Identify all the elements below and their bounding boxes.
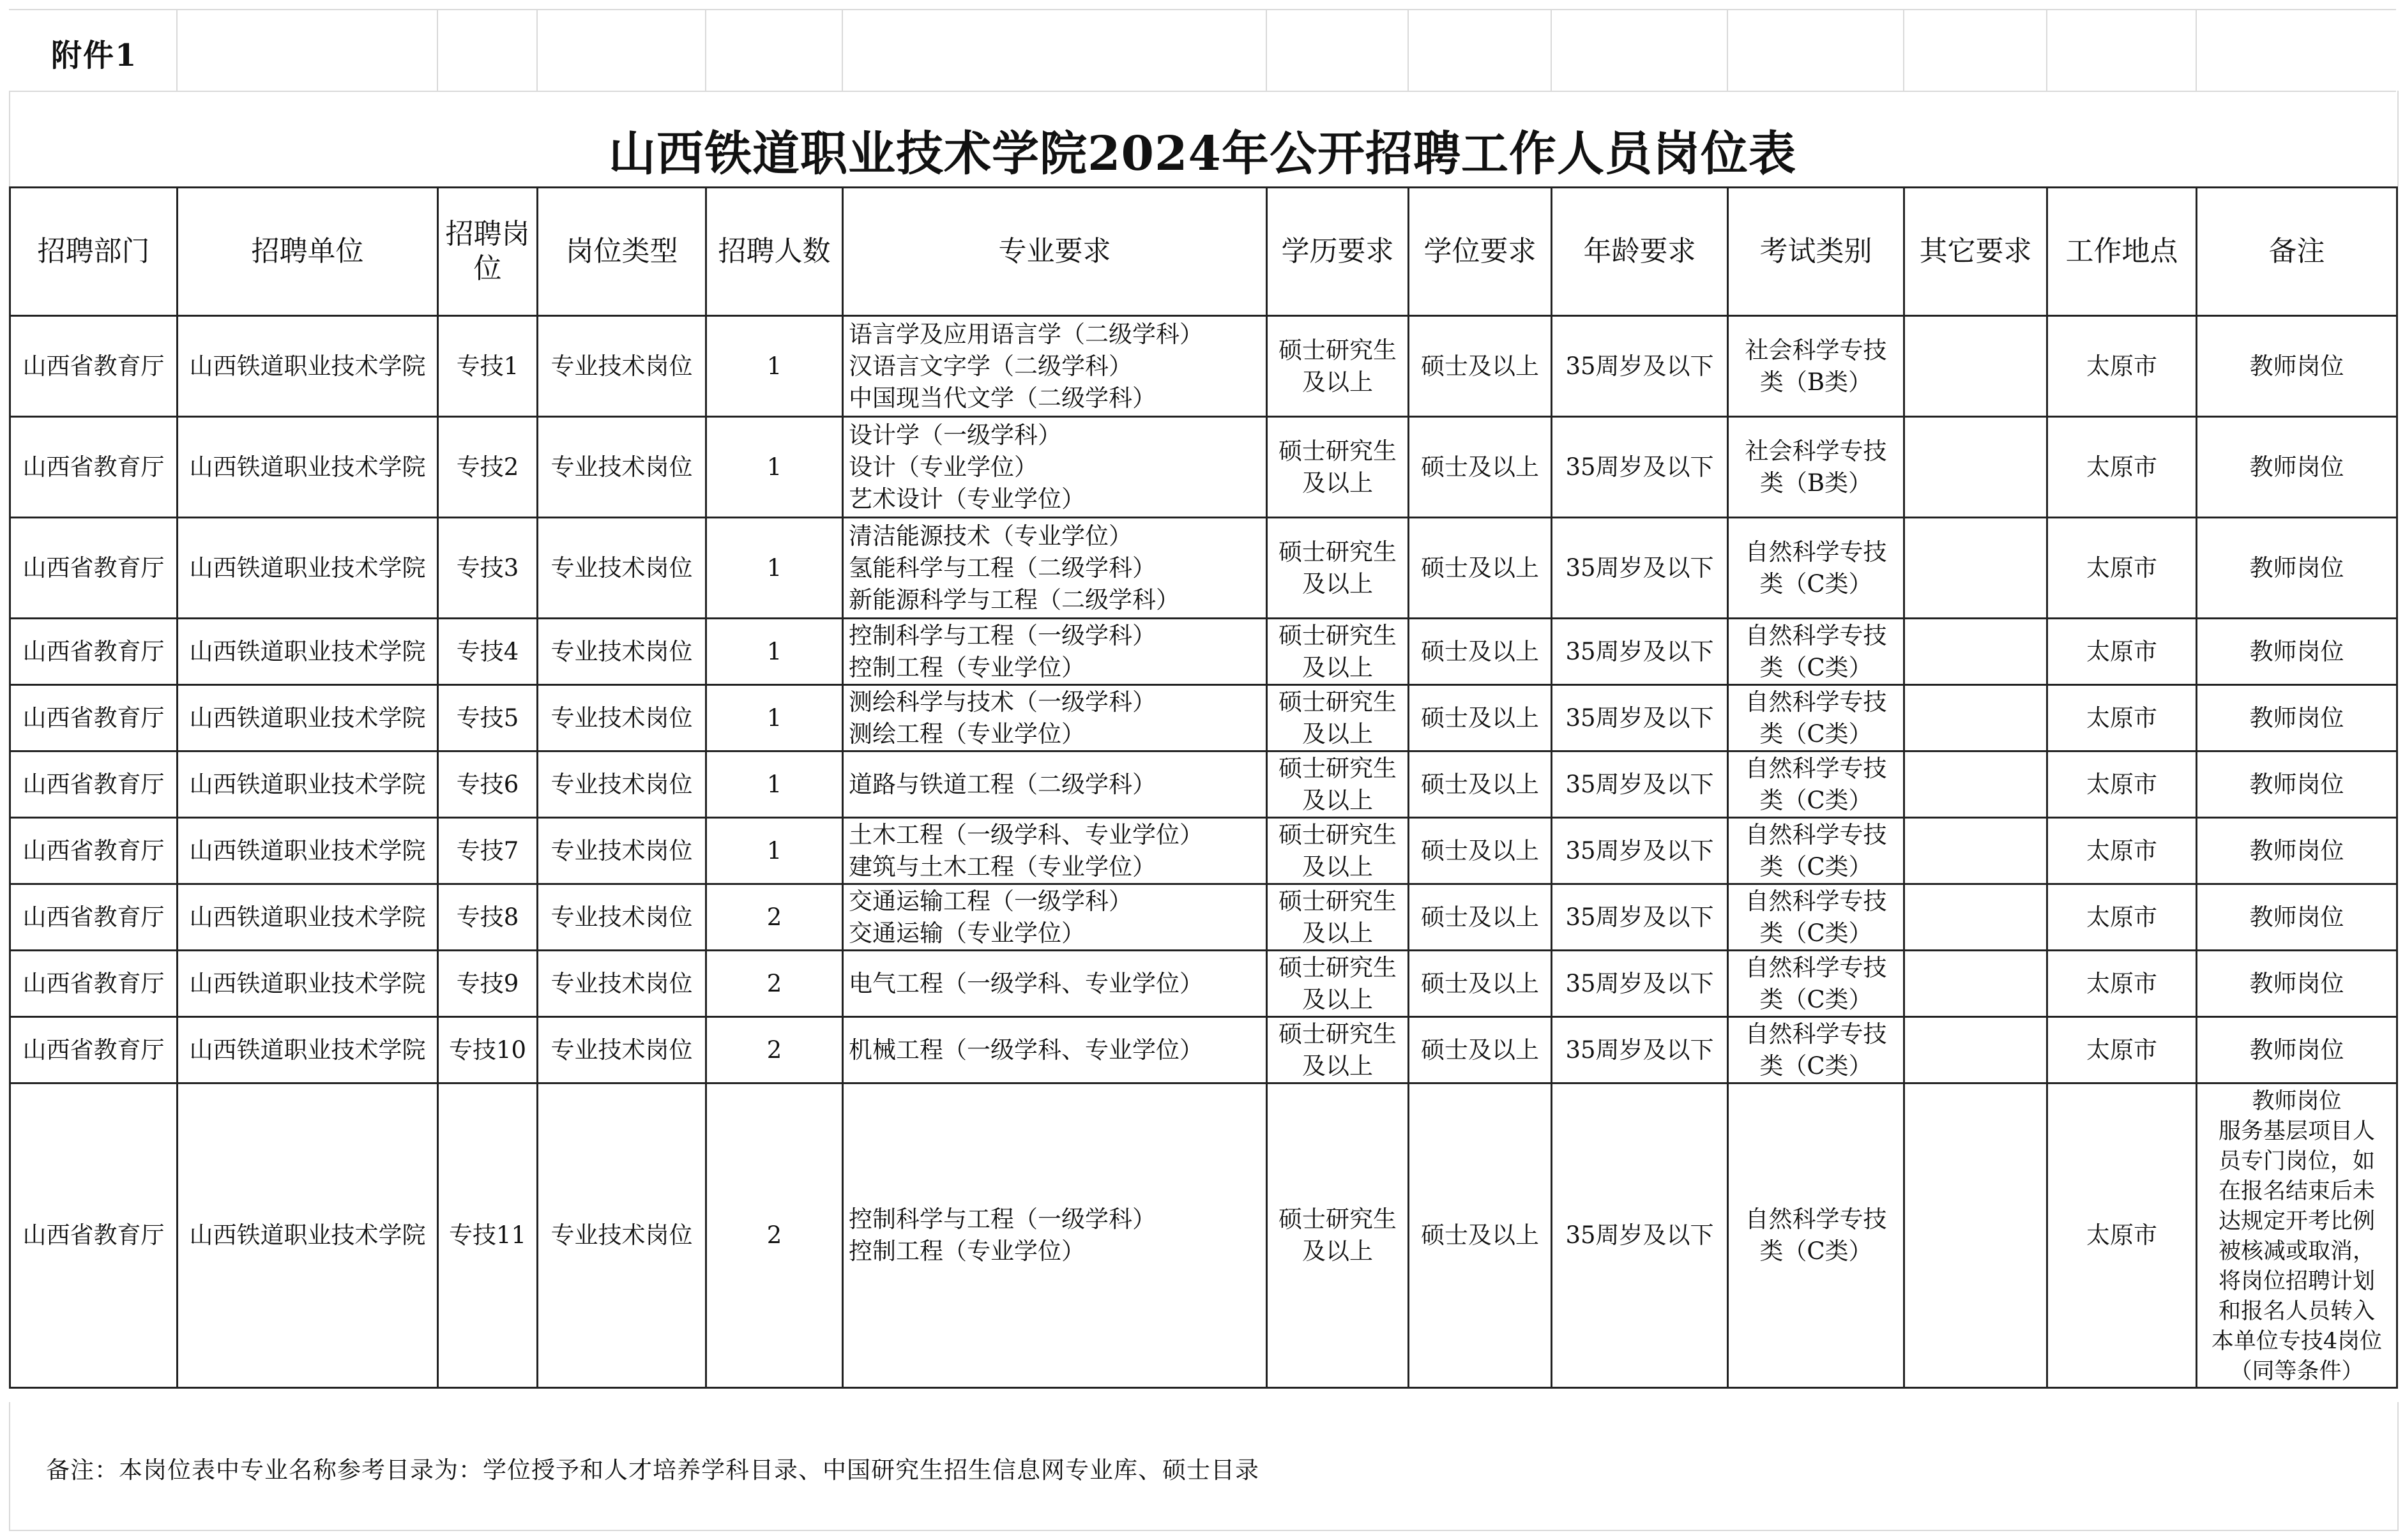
cell-line: 教师岗位 (2249, 704, 2344, 732)
table-row (10, 417, 2397, 518)
cell-count: 1 (706, 518, 843, 619)
cell-education (1267, 751, 1409, 818)
cell-exam (1728, 751, 1904, 818)
header-unit: 招聘单位 (178, 188, 438, 316)
cell-dept: 山西省教育厅 (10, 884, 178, 951)
cell-line: 电气工程（一级学科、专业学位） (849, 969, 1203, 997)
cell-line: 类（C类） (1759, 919, 1872, 947)
header-other: 其它要求 (1904, 188, 2047, 316)
cell-line: 类（C类） (1759, 852, 1872, 880)
cell-education (1267, 1017, 1409, 1083)
cell-post: 专技2 (438, 417, 538, 518)
cell-dept: 山西省教育厅 (10, 619, 178, 685)
cell-line: 将岗位招聘计划 (2218, 1269, 2375, 1294)
cell-unit: 山西铁道职业技术学院 (178, 619, 438, 685)
cell-place: 太原市 (2047, 818, 2197, 884)
cell-other (1904, 685, 2047, 751)
cell-line: （同等条件） (2229, 1359, 2364, 1384)
cell-education (1267, 685, 1409, 751)
cell-place: 太原市 (2047, 417, 2197, 518)
cell-line: 硕士研究生 (1278, 887, 1397, 915)
cell-line: 类（C类） (1759, 786, 1872, 814)
cell-line: 教师岗位 (2252, 1089, 2342, 1114)
cell-count: 2 (706, 1017, 843, 1083)
cell-line: 类（C类） (1759, 1052, 1872, 1080)
cell-age: 35周岁及以下 (1552, 1083, 1728, 1388)
cell-line: 达规定开考比例 (2218, 1209, 2375, 1234)
cell-type: 专业技术岗位 (538, 818, 706, 884)
cell-line: 及以上 (1302, 368, 1373, 396)
cell-line: 控制科学与工程（一级学科） (849, 621, 1156, 649)
cell-line: 社会科学专技 (1745, 336, 1887, 364)
cell-line: 教师岗位 (2249, 836, 2344, 864)
cell-exam (1728, 1017, 1904, 1083)
table-row (10, 951, 2397, 1017)
cell-dept: 山西省教育厅 (10, 1083, 178, 1388)
header-place: 工作地点 (2047, 188, 2197, 316)
cell-post: 专技8 (438, 884, 538, 951)
footnote: 备注：本岗位表中专业名称参考目录为：学位授予和人才培养学科目录、中国研究生招生信息网专业库、硕士目录 (46, 1456, 1259, 1484)
cell-other (1904, 951, 2047, 1017)
cell-post: 专技1 (438, 316, 538, 417)
cell-majors (843, 884, 1267, 951)
cell-unit: 山西铁道职业技术学院 (178, 685, 438, 751)
cell-line: 硕士研究生 (1278, 1020, 1397, 1048)
header-dept: 招聘部门 (10, 188, 178, 316)
cell-line: 在报名结束后未 (2218, 1179, 2375, 1204)
cell-place: 太原市 (2047, 619, 2197, 685)
cell-line: 及以上 (1302, 985, 1373, 1013)
cell-other (1904, 518, 2047, 619)
cell-age: 35周岁及以下 (1552, 751, 1728, 818)
cell-degree: 硕士及以上 (1409, 884, 1552, 951)
cell-place: 太原市 (2047, 518, 2197, 619)
cell-age: 35周岁及以下 (1552, 316, 1728, 417)
cell-education (1267, 417, 1409, 518)
cell-post: 专技7 (438, 818, 538, 884)
cell-line: 类（B类） (1759, 469, 1872, 497)
cell-line: 自然科学专技 (1745, 688, 1887, 716)
cell-unit: 山西铁道职业技术学院 (178, 751, 438, 818)
cell-other (1904, 1017, 2047, 1083)
cell-other (1904, 751, 2047, 818)
cell-degree: 硕士及以上 (1409, 1083, 1552, 1388)
cell-type: 专业技术岗位 (538, 417, 706, 518)
cell-other (1904, 619, 2047, 685)
table-body (10, 316, 2397, 1388)
cell-unit: 山西铁道职业技术学院 (178, 1017, 438, 1083)
table-row (10, 1017, 2397, 1083)
cell-post: 专技10 (438, 1017, 538, 1083)
header-age: 年龄要求 (1552, 188, 1728, 316)
table-row (10, 884, 2397, 951)
cell-line: 测绘科学与技术（一级学科） (849, 688, 1156, 716)
cell-age: 35周岁及以下 (1552, 884, 1728, 951)
header-exam: 考试类别 (1728, 188, 1904, 316)
cell-age: 35周岁及以下 (1552, 951, 1728, 1017)
table-row (10, 619, 2397, 685)
cell-line: 本单位专技4岗位 (2211, 1329, 2383, 1354)
cell-degree: 硕士及以上 (1409, 951, 1552, 1017)
cell-unit: 山西铁道职业技术学院 (178, 417, 438, 518)
cell-dept: 山西省教育厅 (10, 1017, 178, 1083)
cell-line: 硕士研究生 (1278, 953, 1397, 981)
cell-degree: 硕士及以上 (1409, 518, 1552, 619)
cell-dept: 山西省教育厅 (10, 751, 178, 818)
cell-note (2197, 1083, 2397, 1388)
cell-other (1904, 884, 2047, 951)
cell-line: 土木工程（一级学科、专业学位） (849, 820, 1203, 849)
cell-place: 太原市 (2047, 316, 2197, 417)
cell-dept: 山西省教育厅 (10, 518, 178, 619)
cell-unit: 山西铁道职业技术学院 (178, 518, 438, 619)
cell-unit: 山西铁道职业技术学院 (178, 1083, 438, 1388)
cell-majors (843, 316, 1267, 417)
cell-education (1267, 818, 1409, 884)
cell-line: 及以上 (1302, 720, 1373, 748)
cell-unit: 山西铁道职业技术学院 (178, 316, 438, 417)
cell-post: 专技6 (438, 751, 538, 818)
cell-majors (843, 1083, 1267, 1388)
cell-place: 太原市 (2047, 951, 2197, 1017)
cell-line: 社会科学专技 (1745, 437, 1887, 465)
table-row (10, 685, 2397, 751)
cell-education (1267, 619, 1409, 685)
cell-line: 及以上 (1302, 786, 1373, 814)
header-education: 学历要求 (1267, 188, 1409, 316)
cell-degree: 硕士及以上 (1409, 1017, 1552, 1083)
cell-dept: 山西省教育厅 (10, 685, 178, 751)
cell-age: 35周岁及以下 (1552, 619, 1728, 685)
cell-line: 自然科学专技 (1745, 953, 1887, 981)
cell-line: 类（C类） (1759, 985, 1872, 1013)
cell-note (2197, 417, 2397, 518)
cell-place: 太原市 (2047, 1017, 2197, 1083)
cell-line: 交通运输（专业学位） (849, 919, 1085, 947)
cell-line: 设计（专业学位） (849, 453, 1038, 481)
cell-note (2197, 818, 2397, 884)
cell-line: 及以上 (1302, 852, 1373, 880)
cell-post: 专技11 (438, 1083, 538, 1388)
cell-line: 机械工程（一级学科、专业学位） (849, 1036, 1203, 1064)
cell-degree: 硕士及以上 (1409, 818, 1552, 884)
cell-line: 类（C类） (1759, 720, 1872, 748)
cell-line: 类（B类） (1759, 368, 1872, 396)
cell-degree: 硕士及以上 (1409, 685, 1552, 751)
cell-line: 自然科学专技 (1745, 1020, 1887, 1048)
cell-unit: 山西铁道职业技术学院 (178, 818, 438, 884)
cell-other (1904, 316, 2047, 417)
cell-line: 清洁能源技术（专业学位） (849, 522, 1132, 550)
cell-note (2197, 951, 2397, 1017)
cell-line: 汉语言文字学（二级学科） (849, 352, 1132, 380)
attachment-label: 附件1 (51, 38, 138, 73)
cell-line: 及以上 (1302, 469, 1373, 497)
cell-exam (1728, 1083, 1904, 1388)
cell-note (2197, 518, 2397, 619)
cell-age: 35周岁及以下 (1552, 417, 1728, 518)
cell-type: 专业技术岗位 (538, 316, 706, 417)
cell-exam (1728, 951, 1904, 1017)
cell-education (1267, 884, 1409, 951)
cell-line: 新能源科学与工程（二级学科） (849, 585, 1180, 614)
cell-line: 自然科学专技 (1745, 887, 1887, 915)
cell-dept: 山西省教育厅 (10, 818, 178, 884)
cell-line: 建筑与土木工程（专业学位） (849, 852, 1156, 880)
cell-education (1267, 1083, 1409, 1388)
recruitment-table (9, 186, 2398, 1389)
cell-type: 专业技术岗位 (538, 685, 706, 751)
cell-line: 教师岗位 (2249, 969, 2344, 997)
cell-exam (1728, 685, 1904, 751)
cell-line: 设计学（一级学科） (849, 421, 1061, 449)
cell-line: 教师岗位 (2249, 453, 2344, 481)
cell-line: 教师岗位 (2249, 554, 2344, 582)
cell-majors (843, 951, 1267, 1017)
cell-line: 服务基层项目人 (2218, 1119, 2375, 1144)
cell-post: 专技3 (438, 518, 538, 619)
cell-other (1904, 1083, 2047, 1388)
cell-type: 专业技术岗位 (538, 751, 706, 818)
cell-line: 自然科学专技 (1745, 754, 1887, 782)
cell-line: 被核减或取消， (2218, 1239, 2375, 1264)
cell-count: 1 (706, 751, 843, 818)
cell-majors (843, 685, 1267, 751)
cell-majors (843, 619, 1267, 685)
cell-note (2197, 751, 2397, 818)
cell-unit: 山西铁道职业技术学院 (178, 951, 438, 1017)
cell-line: 氢能科学与工程（二级学科） (849, 554, 1156, 582)
cell-majors (843, 751, 1267, 818)
header-type: 岗位类型 (538, 188, 706, 316)
cell-degree: 硕士及以上 (1409, 417, 1552, 518)
cell-post: 专技9 (438, 951, 538, 1017)
cell-majors (843, 518, 1267, 619)
cell-line: 教师岗位 (2249, 1036, 2344, 1064)
table-row (10, 518, 2397, 619)
cell-dept: 山西省教育厅 (10, 951, 178, 1017)
cell-line: 及以上 (1302, 653, 1373, 681)
cell-majors (843, 1017, 1267, 1083)
cell-line: 教师岗位 (2249, 770, 2344, 798)
cell-note (2197, 685, 2397, 751)
cell-dept: 山西省教育厅 (10, 417, 178, 518)
header-major: 专业要求 (843, 188, 1267, 316)
cell-count: 1 (706, 417, 843, 518)
cell-type: 专业技术岗位 (538, 951, 706, 1017)
header-row (10, 188, 2397, 316)
cell-exam (1728, 619, 1904, 685)
cell-line: 和报名人员转入 (2218, 1299, 2375, 1324)
cell-other (1904, 818, 2047, 884)
header-post: 招聘岗 位 (438, 188, 538, 316)
cell-line: 硕士研究生 (1278, 538, 1397, 566)
attachment-row (9, 9, 2396, 92)
cell-age: 35周岁及以下 (1552, 818, 1728, 884)
cell-note (2197, 316, 2397, 417)
cell-degree: 硕士及以上 (1409, 619, 1552, 685)
cell-line: 及以上 (1302, 1237, 1373, 1265)
cell-line: 控制科学与工程（一级学科） (849, 1205, 1156, 1233)
cell-age: 35周岁及以下 (1552, 518, 1728, 619)
cell-exam (1728, 518, 1904, 619)
cell-line: 交通运输工程（一级学科） (849, 887, 1132, 915)
cell-note (2197, 884, 2397, 951)
table-row (10, 751, 2397, 818)
cell-place: 太原市 (2047, 751, 2197, 818)
cell-note (2197, 1017, 2397, 1083)
cell-line: 类（C类） (1759, 1237, 1872, 1265)
cell-line: 硕士研究生 (1278, 820, 1397, 849)
cell-unit: 山西铁道职业技术学院 (178, 884, 438, 951)
cell-line: 硕士研究生 (1278, 336, 1397, 364)
cell-count: 1 (706, 619, 843, 685)
cell-line: 硕士研究生 (1278, 621, 1397, 649)
cell-line: 类（C类） (1759, 653, 1872, 681)
cell-count: 1 (706, 316, 843, 417)
cell-line: 道路与铁道工程（二级学科） (849, 770, 1156, 798)
cell-line: 中国现当代文学（二级学科） (849, 384, 1156, 412)
cell-line: 自然科学专技 (1745, 621, 1887, 649)
header-degree: 学位要求 (1409, 188, 1552, 316)
cell-count: 2 (706, 884, 843, 951)
cell-line: 及以上 (1302, 1052, 1373, 1080)
cell-line: 及以上 (1302, 919, 1373, 947)
cell-line: 语言学及应用语言学（二级学科） (849, 320, 1203, 348)
cell-line: 教师岗位 (2249, 637, 2344, 665)
cell-line: 硕士研究生 (1278, 1205, 1397, 1233)
cell-line: 教师岗位 (2249, 903, 2344, 931)
cell-type: 专业技术岗位 (538, 518, 706, 619)
cell-line: 硕士研究生 (1278, 754, 1397, 782)
cell-line: 类（C类） (1759, 570, 1872, 598)
cell-education (1267, 316, 1409, 417)
header-count: 招聘人数 (706, 188, 843, 316)
cell-post: 专技4 (438, 619, 538, 685)
cell-type: 专业技术岗位 (538, 619, 706, 685)
cell-exam (1728, 818, 1904, 884)
cell-line: 控制工程（专业学位） (849, 653, 1085, 681)
cell-exam (1728, 417, 1904, 518)
cell-type: 专业技术岗位 (538, 1083, 706, 1388)
cell-line: 控制工程（专业学位） (849, 1237, 1085, 1265)
cell-type: 专业技术岗位 (538, 884, 706, 951)
cell-count: 2 (706, 1083, 843, 1388)
cell-age: 35周岁及以下 (1552, 1017, 1728, 1083)
cell-line: 自然科学专技 (1745, 820, 1887, 849)
table-row (10, 1083, 2397, 1388)
cell-majors (843, 818, 1267, 884)
cell-exam (1728, 884, 1904, 951)
table-row (10, 316, 2397, 417)
cell-exam (1728, 316, 1904, 417)
cell-note (2197, 619, 2397, 685)
header-note: 备注 (2197, 188, 2397, 316)
cell-degree: 硕士及以上 (1409, 751, 1552, 818)
cell-line: 测绘工程（专业学位） (849, 720, 1085, 748)
cell-place: 太原市 (2047, 1083, 2197, 1388)
cell-line: 及以上 (1302, 570, 1373, 598)
cell-count: 1 (706, 685, 843, 751)
cell-type: 专业技术岗位 (538, 1017, 706, 1083)
cell-post: 专技5 (438, 685, 538, 751)
cell-count: 2 (706, 951, 843, 1017)
cell-line: 硕士研究生 (1278, 437, 1397, 465)
cell-line: 硕士研究生 (1278, 688, 1397, 716)
cell-education (1267, 518, 1409, 619)
cell-degree: 硕士及以上 (1409, 316, 1552, 417)
cell-line: 员专门岗位，如 (2218, 1149, 2375, 1174)
cell-education (1267, 951, 1409, 1017)
cell-place: 太原市 (2047, 884, 2197, 951)
cell-line: 自然科学专技 (1745, 538, 1887, 566)
cell-place: 太原市 (2047, 685, 2197, 751)
page-title: 山西铁道职业技术学院2024年公开招聘工作人员岗位表 (609, 126, 1796, 181)
cell-line: 自然科学专技 (1745, 1205, 1887, 1233)
cell-majors (843, 417, 1267, 518)
table-row (10, 818, 2397, 884)
cell-line: 教师岗位 (2249, 352, 2344, 380)
cell-count: 1 (706, 818, 843, 884)
cell-dept: 山西省教育厅 (10, 316, 178, 417)
cell-age: 35周岁及以下 (1552, 685, 1728, 751)
cell-other (1904, 417, 2047, 518)
cell-line: 艺术设计（专业学位） (849, 485, 1085, 513)
